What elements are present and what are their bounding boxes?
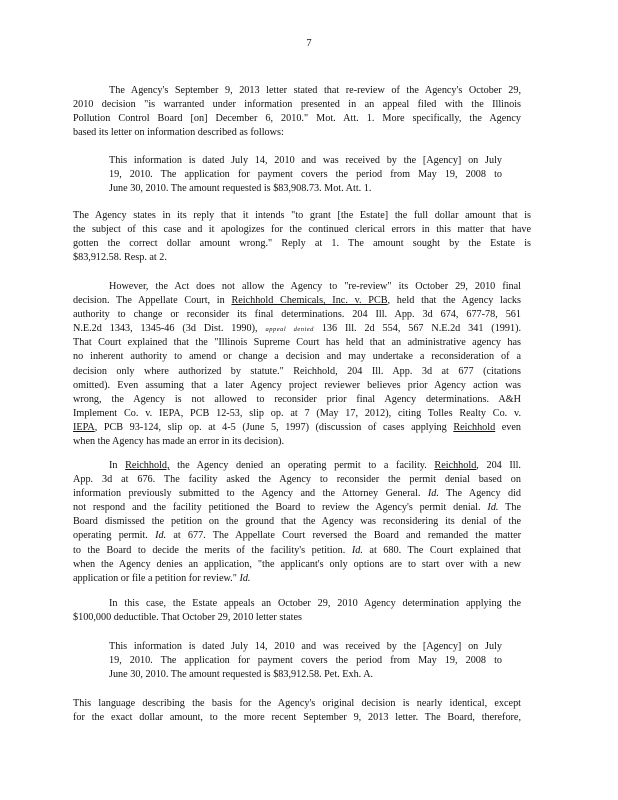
text-line: the subject of this case and it apologizes for the continued clerical errors in this matter that have [73, 224, 531, 236]
text-line: App. 3d at 676. The facility asked the Agency to reconsider the permit denial based on [73, 474, 521, 486]
text-line: operating permit. Id. at 677. The Appellate Court reversed the Board and remanded the matter [73, 530, 521, 542]
text-line: June 30, 2010. The amount requested is $83,912.58. Pet. Exh. A. [109, 669, 374, 681]
block-quote-pet-exh [109, 640, 502, 682]
text-line: Board dismissed the petition on the ground that the Agency was reconsidering its denial of the [73, 516, 521, 528]
text-line: Implement Co. v. IEPA, PCB 12-53, slip op. at 7 (May 17, 2012), citing Tolles Realty Co. v. [73, 407, 521, 419]
text-line: based its letter on information described as follows: [73, 127, 284, 139]
paragraph-language-comparison [73, 697, 521, 725]
text-line: when the Agency has made an error in its decision). [73, 436, 285, 448]
text-line: gotten the correct dollar amount wrong." Reply at 1. The amount sought by the Estate is [73, 238, 531, 250]
text-line: In Reichhold, the Agency denied an operating permit to a facility. Reichhold, 204 Ill. [109, 460, 521, 471]
text-line: application or file a petition for review." Id. [73, 572, 251, 584]
text-line: This information is dated July 14, 2010 and was received by the [Agency] on July [109, 641, 502, 652]
text-line: N.E.2d 1343, 1345-46 (3d Dist. 1990), appeal denied 136 Ill. 2d 554, 567 N.E.2d 341 (1991). [73, 323, 522, 335]
paragraph-agency-letter [73, 84, 521, 140]
text-line: for the exact dollar amount, to the more recent September 9, 2013 letter. The Board, therefore, [73, 712, 521, 724]
text-line: not respond and the facility petitioned the Board to review the Agency's permit denial. Id. The [73, 502, 521, 514]
text-line: to the Board to decide the merits of the facility's petition. Id. at 680. The Court explained that [73, 544, 522, 556]
page-number: 7 [306, 38, 312, 49]
text-line: 19, 2010. The application for payment covers the period from May 19, 2008 to [109, 169, 502, 181]
text-line: 19, 2010. The application for payment covers the period from May 19, 2008 to [109, 655, 502, 667]
block-quote-mot-att [109, 154, 502, 196]
text-line: However, the Act does not allow the Agency to "re-review" its October 29, 2010 final [109, 281, 521, 292]
text-line: The Agency's September 9, 2013 letter stated that re-review of the Agency's October 29, [109, 85, 521, 96]
paragraph-estate-appeal [73, 597, 521, 625]
text-line: authority to change or reconsider its final determinations. 204 Ill. App. 3d 674, 677-78, 561 [73, 309, 521, 321]
text-line: June 30, 2010. The amount requested is $83,908.73. Mot. Att. 1. [109, 183, 372, 195]
text-line: omitted). Even assuming that a later Agency project reviewer believes prior Agency action was [73, 379, 521, 391]
paragraph-reichhold-authority [73, 280, 521, 449]
text-line: This information is dated July 14, 2010 and was received by the [Agency] on July [109, 155, 502, 166]
text-line: The Agency states in its reply that it intends "to grant [the Estate] the full dollar amount that is [73, 210, 531, 221]
text-line: This language describing the basis for the Agency's original decision is nearly identical, except [73, 698, 521, 709]
text-line: no inherent authority to amend or change a decision and may undertake a reconsideration of a [73, 351, 521, 363]
paragraph-reichhold-facts [73, 459, 521, 586]
paragraph-agency-reply [73, 209, 531, 265]
text-line: $83,912.58. Resp. at 2. [73, 252, 167, 264]
text-line: decision. The Appellate Court, in Reichhold Chemicals, Inc. v. PCB, held that the Agency lacks [73, 295, 521, 307]
text-line: IEPA, PCB 93-124, slip op. at 4-5 (June 5, 1997) (discussion of cases applying Reichhold even [73, 421, 522, 433]
text-line: decision only where authorized by statute." Reichhold, 204 Ill. App. 3d at 677 (citations [73, 365, 521, 377]
case-citation-reichhold: Reichhold Chemicals, Inc. v. PCB [231, 295, 388, 307]
text-line: That Court explained that the "Illinois Supreme Court has held that an administrative agency has [73, 337, 521, 349]
text-line: when the Agency denies an application, "the applicant's only options are to start over with a new [73, 558, 521, 570]
text-line: information previously submitted to the Agency and the Attorney General. Id. The Agency did [73, 488, 522, 500]
text-line: Pollution Control Board [on] December 6, 2010." Mot. Att. 1. More specifically, the Agency [73, 113, 521, 125]
text-line: wrong, the Agency is not allowed to reconsider prior final Agency determinations. A&H [73, 393, 521, 405]
text-line: $100,000 deductible. That October 29, 2010 letter states [73, 612, 302, 624]
text-line: In this case, the Estate appeals an October 29, 2010 Agency determination applying the [109, 598, 521, 609]
text-line: 2010 decision "is warranted under information presented in an appeal filed with the Illinois [73, 99, 521, 111]
